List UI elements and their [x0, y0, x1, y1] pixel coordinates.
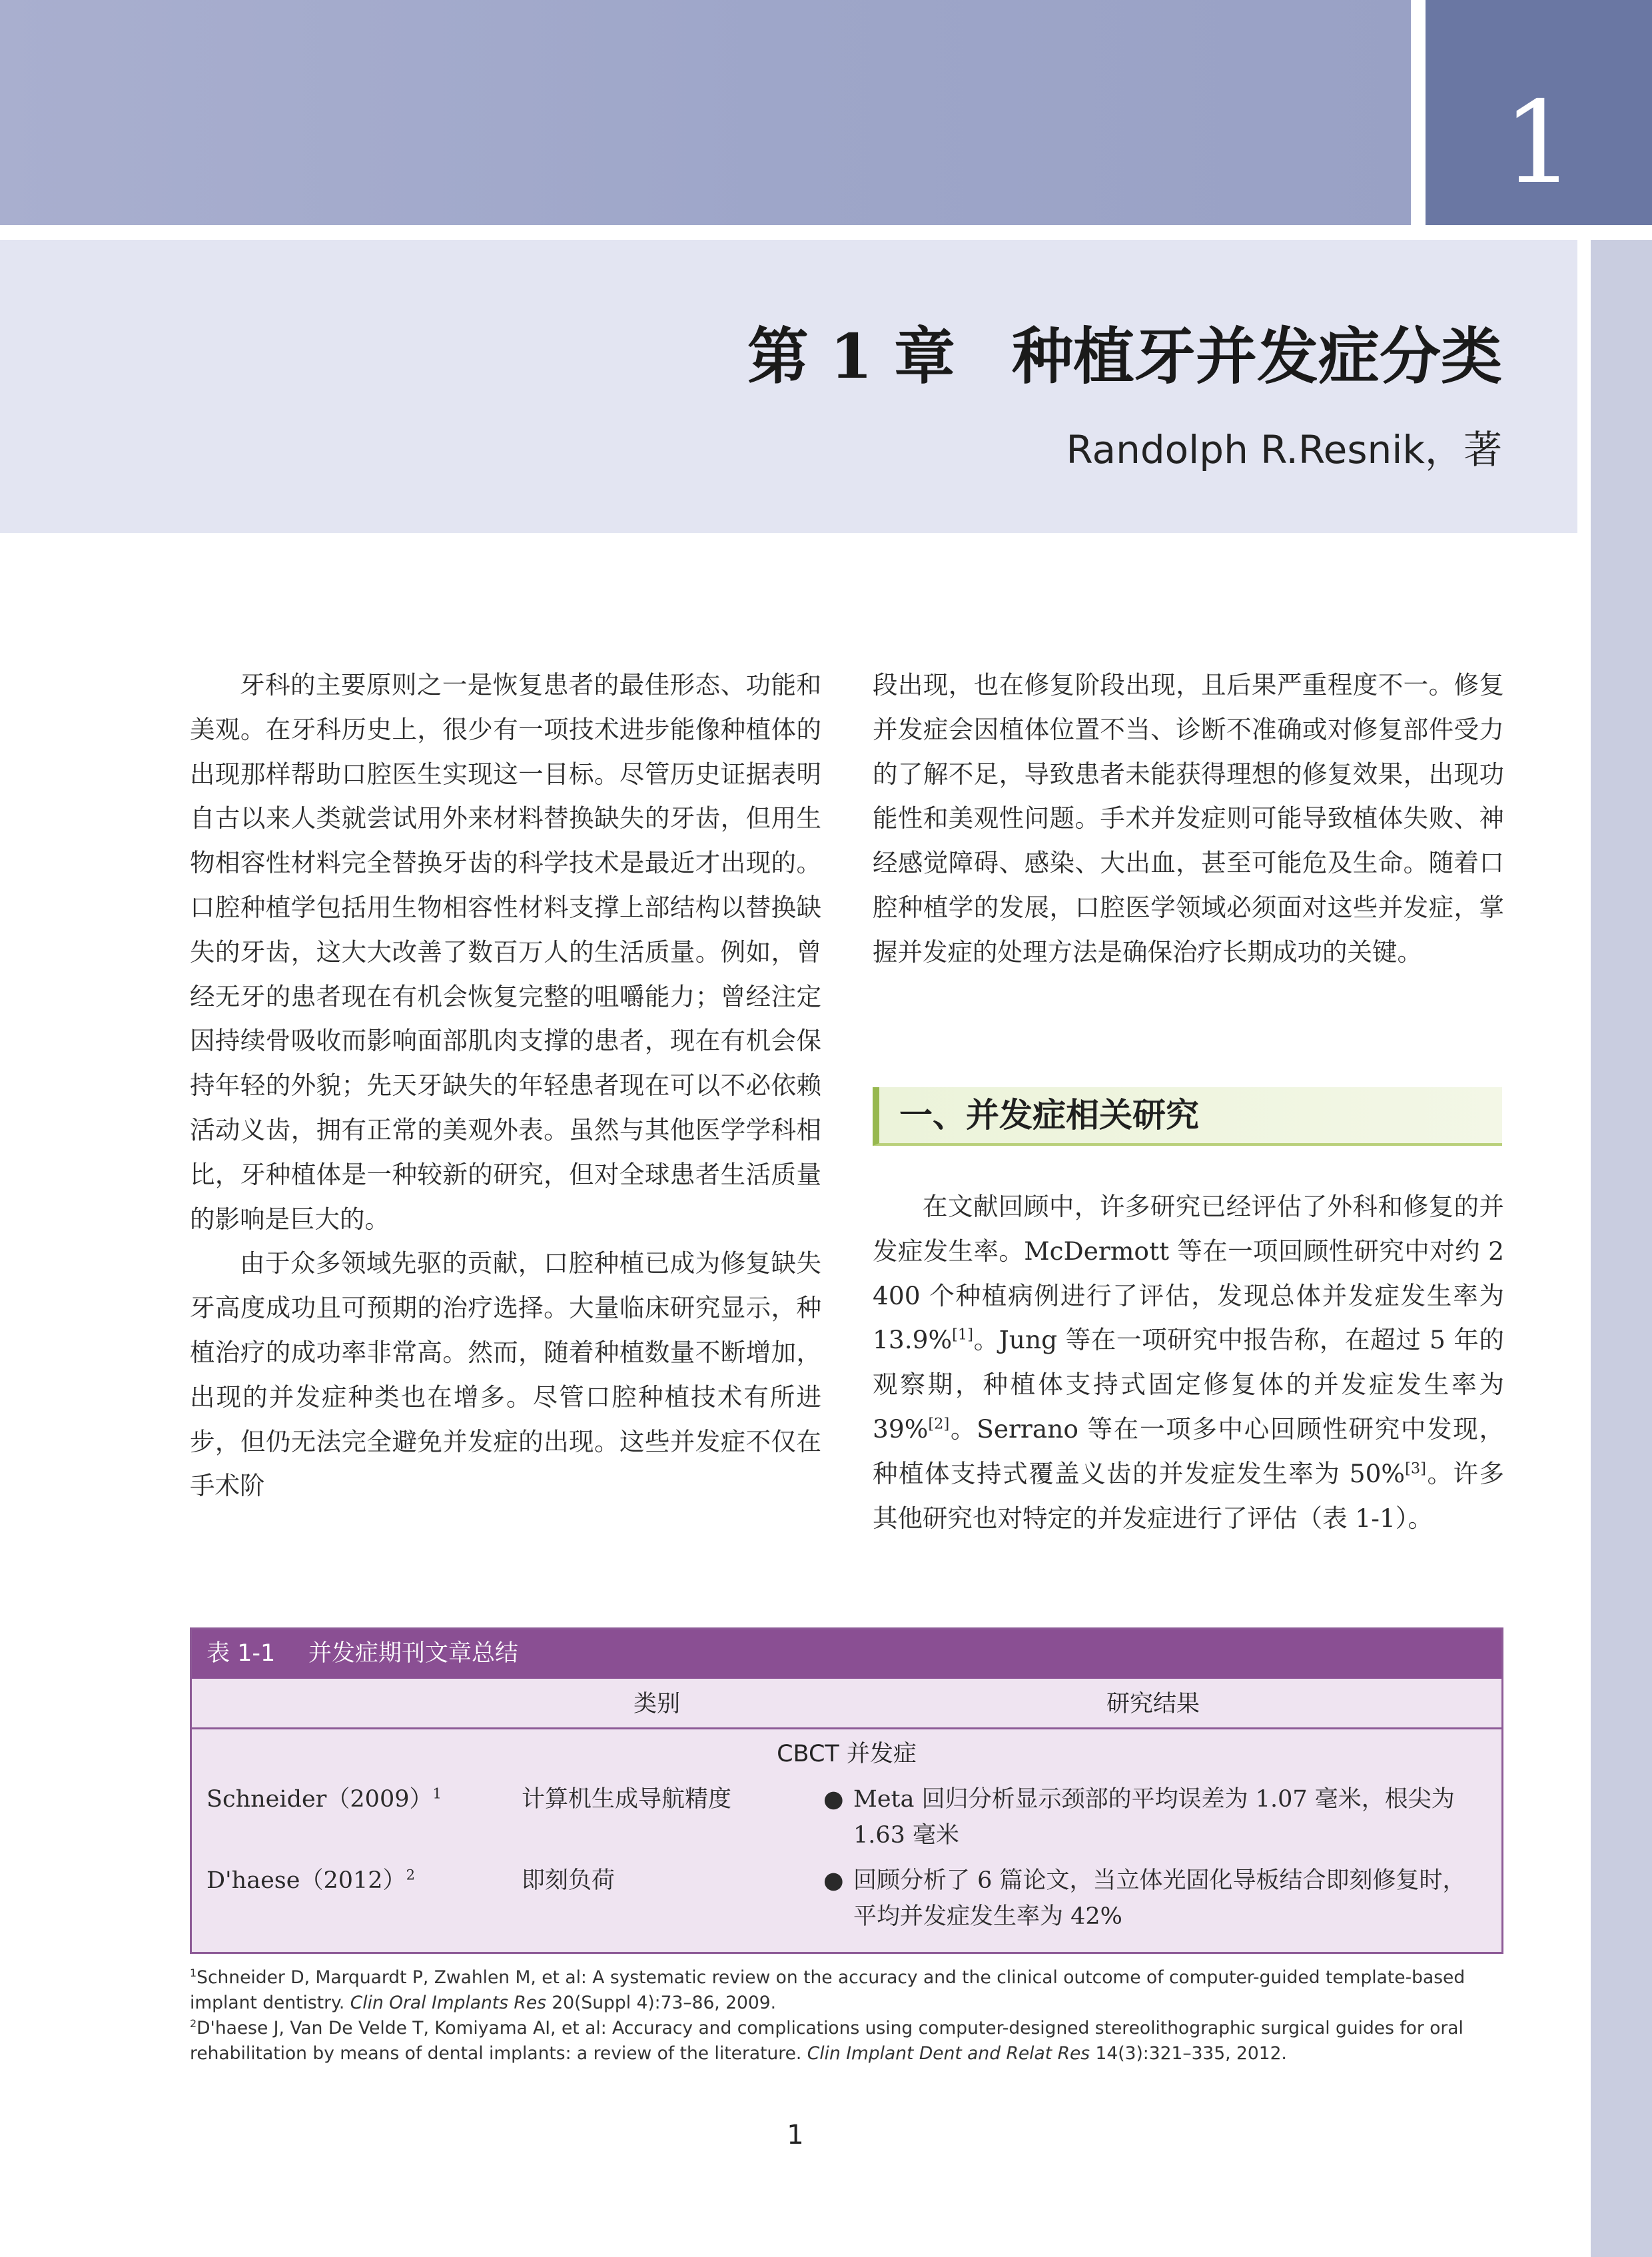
chapter-title [436, 320, 1502, 393]
column-header-result: 研究结果 [1106, 1691, 1200, 1717]
page-number: 1 [787, 2120, 804, 2150]
section-heading-text: 一、并发症相关研究 [899, 1096, 1199, 1134]
bullet-icon: ● [823, 1867, 844, 1894]
paragraph: 牙科的主要原则之一是恢复患者的最佳形态、功能和美观。在牙科历史上，很少有一项技术进步能像种植体的出现那样帮助口腔医生实现这一目标。尽管历史证据表明自古以来人类就尝试用外来材料替换缺失的牙齿，但用生物相容性材料完全替换牙齿的科学技术是最近才出现的。口腔种植学包括用生物相容性材料支撑上部结构以替换缺失的牙齿，这大大改善了数百万人的生活质量。例如，曾经无牙的患者现在有机会恢复完整的咀嚼能力；曾经注定因持续骨吸收而影响面部肌肉支撑的患者，现在有机会保持年轻的外貌；先天牙缺失的年轻患者现在可以不必依赖活动义齿，拥有正常的美观外表。虽然与其他医学学科相比，牙种植体是一种较新的研究，但对全球患者生活质量的影响是巨大的。 [190, 670, 821, 1234]
table-subheader: CBCT 并发症 [777, 1741, 917, 1767]
paragraph [873, 1184, 1504, 1540]
section-heading [873, 1087, 1502, 1146]
author-line: Randolph R.Resnik，著 [1066, 427, 1502, 472]
chapter-label: 第 1 章 [747, 320, 955, 392]
footnote: $^2$D'haese J, Van De Velde T, Komiyama AI, et al: Accuracy and complications using computer-designed stereolithographic surgical guides for oral rehabilitation by means of dental implants: a review of the literature. Clin Implant Dent and Relat Res 14(3):321–335, 2012. [190, 2017, 1463, 2064]
category-cell: 计算机生成导航精度 [522, 1786, 732, 1813]
paragraph: 由于众多领域先驱的贡献，口腔种植已成为修复缺失牙高度成功且可预期的治疗选择。大量临床研究显示，种植治疗的成功率非常高。然而，随着种植数量不断增加，出现的并发症种类也在增多。尽管口腔种植技术有所进步，但仍无法完全避免并发症的出现。这些并发症不仅在手术阶 [190, 1248, 821, 1501]
text-run: 在文献回顾中，许多研究已经评估了外科和修复的并发症发生率。McDermott 等在一项回顾性研究中对约 2 400 个种植病例进行了评估，发现总体并发症发生率为 13.9% [873, 1192, 1504, 1355]
chapter-title-text: 种植牙并发症分类 [1011, 320, 1502, 392]
chapter-number-box [1426, 0, 1652, 225]
table-title: 并发症期刊文章总结 [308, 1640, 519, 1667]
text-run: 。Serrano 等在一项多中心回顾性研究中发现，种植体支持式覆盖义齿的并发症发生率为 50% [873, 1414, 1504, 1488]
body-left-column [190, 663, 821, 1508]
study-cell: $Schneider(2009)^1$ [206, 1785, 442, 1813]
study-cell: $D'haese(2012)^2$ [206, 1867, 415, 1894]
paragraph: 段出现，也在修复阶段出现，且后果严重程度不一。修复并发症会因植体位置不当、诊断不准确或对修复部件受力的了解不足，导致患者未能获得理想的修复效果，出现功能性和美观性问题。手术并发症则可能导致植体失败、神经感觉障碍、感染、大出血，甚至可能危及生命。随着口腔种植学的发展，口腔医学领域必须面对这些并发症，掌握并发症的处理方法是确保治疗长期成功的关键。 [873, 670, 1504, 967]
side-strip [1591, 240, 1652, 2257]
body-right-column [873, 663, 1504, 975]
bullet-icon: ● [823, 1786, 844, 1813]
summary-table [190, 1627, 1503, 1954]
table-header-row [192, 1679, 1501, 1729]
table-footnotes [190, 1965, 1505, 2066]
header-band [0, 0, 1411, 225]
table-title-bar [192, 1629, 1501, 1679]
citation-link[interactable]: [2] [928, 1415, 950, 1433]
result-cell: ● 回顾分析了 6 篇论文，当立体光固化导板结合即刻修复时，平均并发症发生率为 42% [823, 1863, 1483, 1935]
category-cell: 即刻负荷 [522, 1867, 616, 1894]
result-cell: ● Meta 回归分析显示颈部的平均误差为 1.07 毫米，根尖为 1.63 毫米 [823, 1781, 1483, 1853]
footnote: $^1$Schneider D, Marquardt P, Zwahlen M, et al: A systematic review on the accuracy and the clinical outcome of computer-guided template-based implant dentistry. Clin Oral Implants Res 20(Suppl 4):73–86, 2009. [190, 1967, 1465, 2013]
text-run: 。许多其他研究也对特定的并发症进行了评估（表 1-1）。 [873, 1458, 1504, 1533]
chapter-number: 1 [1502, 77, 1575, 209]
column-header-category: 类别 [633, 1691, 681, 1717]
citation-link[interactable]: [1] [952, 1326, 974, 1344]
table-label: 表 1-1 [206, 1640, 276, 1667]
section-body [873, 1184, 1504, 1540]
citation-link[interactable]: [3] [1405, 1460, 1426, 1478]
text-run: 。Jung 等在一项研究中报告称，在超过 5 年的观察期，种植体支持式固定修复体的并发症发生率为 39% [873, 1325, 1504, 1444]
